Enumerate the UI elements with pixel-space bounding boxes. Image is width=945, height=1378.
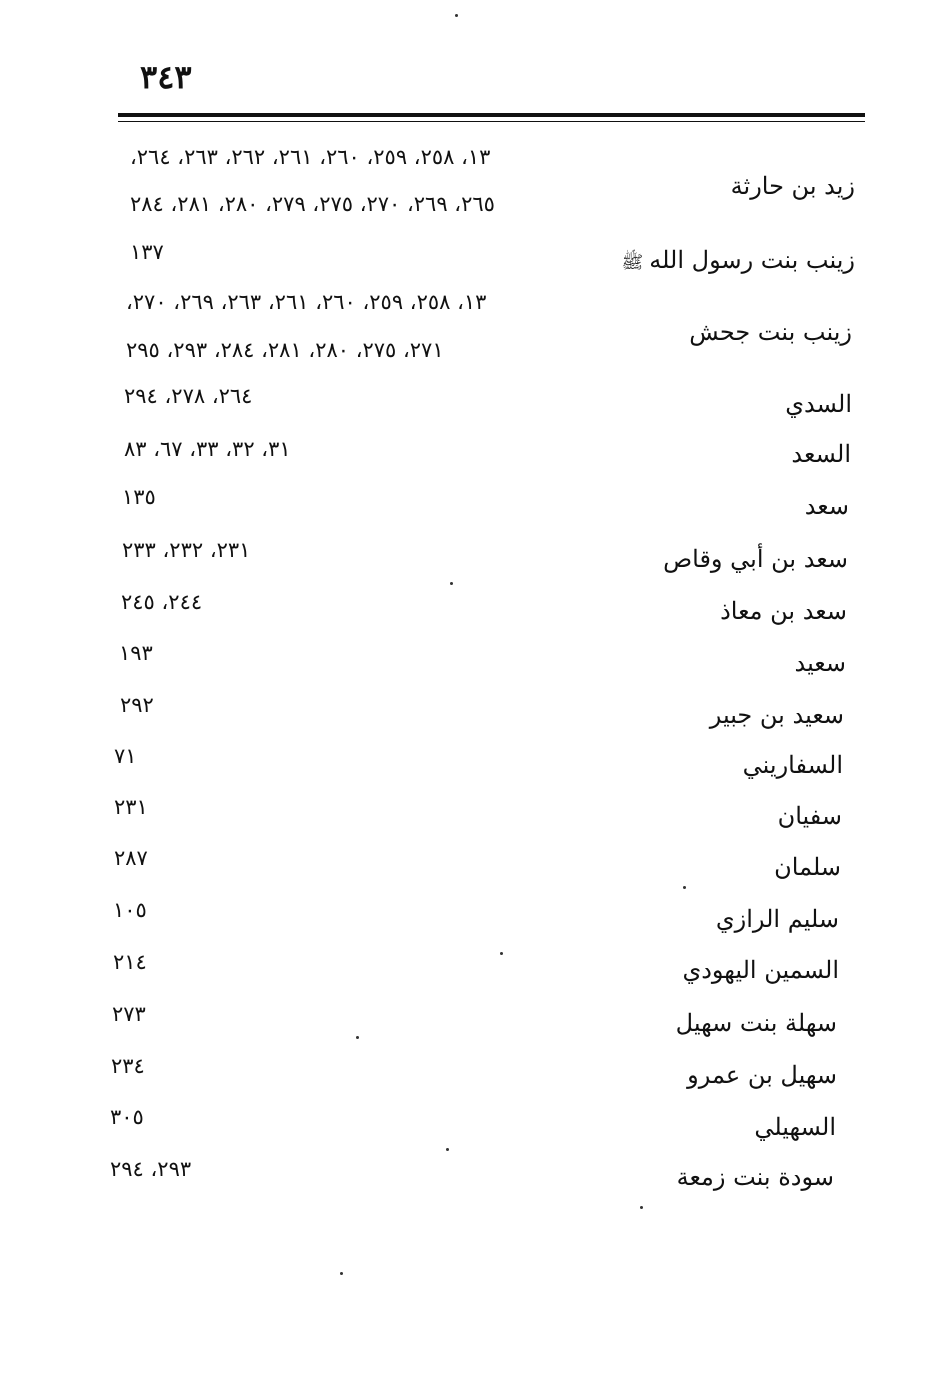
entry-pages: ٢٤٤، ٢٤٥ <box>121 590 203 614</box>
entry-name <box>743 751 843 779</box>
scan-speck <box>500 952 503 955</box>
entry-name <box>754 1113 836 1141</box>
page-number: ٣٤٣ <box>140 58 192 96</box>
entry-name <box>778 802 842 830</box>
entry-name <box>687 1061 837 1089</box>
entry-name-text: سعد <box>804 492 849 520</box>
entry-pages: ٢٩٢ <box>120 693 154 717</box>
entry-name-text: سهيل بن عمرو <box>687 1061 837 1089</box>
entry-name <box>663 545 848 573</box>
entry-name-text: سودة بنت زمعة <box>676 1163 834 1191</box>
entry-pages: ٧١ <box>114 744 137 768</box>
header-rule-thin <box>118 121 865 122</box>
entry-pages: ١٣، ٢٥٨، ٢٥٩، ٢٦٠، ٢٦١، ٢٦٣، ٢٦٩، ٢٧٠، <box>126 290 487 314</box>
entry-pages: ٢٧٣ <box>112 1002 146 1026</box>
entry-name-text: زيد بن حارثة <box>730 172 855 200</box>
entry-name-text: زينب بنت جحش <box>689 318 852 346</box>
entry-name <box>682 956 839 984</box>
entry-name-text: سليم الرازي <box>715 905 839 933</box>
entry-pages: ١٩٣ <box>119 641 153 665</box>
entry-pages: ٣٠٥ <box>110 1105 144 1129</box>
entry-name-text: السفاريني <box>742 751 843 779</box>
scan-speck <box>450 582 453 585</box>
entry-name <box>805 492 849 520</box>
entry-name-text: سلمان <box>774 853 841 881</box>
header-rule-thick <box>118 113 865 117</box>
entry-pages: ٢٦٥، ٢٦٩، ٢٧٠، ٢٧٥، ٢٧٩، ٢٨٠، ٢٨١، ٢٨٤ <box>130 192 495 216</box>
scan-speck <box>683 886 686 889</box>
entry-pages: ٢٩٣، ٢٩٤ <box>110 1157 192 1181</box>
entry-pages: ١٣٧ <box>130 240 164 264</box>
entry-pages: ١٣٥ <box>122 485 156 509</box>
entry-name <box>676 1009 837 1037</box>
entry-name-text: السمين اليهودي <box>682 956 839 984</box>
entry-name <box>677 1163 834 1191</box>
entry-pages: ٢١٤ <box>113 950 147 974</box>
entry-name <box>621 246 855 277</box>
entry-name <box>720 597 847 625</box>
entry-name-text: السدي <box>785 390 852 418</box>
entry-name-text: السهيلي <box>754 1113 836 1141</box>
entry-name-text: سفيان <box>777 802 842 830</box>
entry-name <box>689 318 852 346</box>
honorific-icon: ﷺ <box>621 252 644 273</box>
entry-name <box>785 390 852 418</box>
entry-pages: ١٣، ٢٥٨، ٢٥٩، ٢٦٠، ٢٦١، ٢٦٢، ٢٦٣، ٢٦٤، <box>130 145 491 169</box>
entry-name <box>710 701 844 729</box>
entry-name <box>794 649 846 677</box>
scan-speck <box>446 1148 449 1151</box>
entry-name-text: سعد بن معاذ <box>720 597 847 625</box>
entry-pages: ٢٦٤، ٢٧٨، ٢٩٤ <box>124 384 253 408</box>
entry-pages: ٢٧١، ٢٧٥، ٢٨٠، ٢٨١، ٢٨٤، ٢٩٣، ٢٩٥ <box>126 338 444 362</box>
entry-pages: ٢٣٤ <box>111 1054 145 1078</box>
entry-pages: ٢٣١، ٢٣٢، ٢٣٣ <box>122 538 251 562</box>
entry-name-text: سعد بن أبي وقاص <box>663 545 848 573</box>
entry-name-text: السعد <box>791 440 851 468</box>
scan-speck <box>640 1206 643 1209</box>
entry-pages: ٣١، ٣٢، ٣٣، ٦٧، ٨٣ <box>124 437 291 461</box>
entry-name-text: زينب بنت رسول الله <box>649 246 855 274</box>
entry-name-text: سعيد بن جبير <box>709 701 844 729</box>
scan-speck <box>455 14 458 17</box>
scan-speck <box>340 1272 343 1275</box>
entry-name-text: سعيد <box>794 649 846 677</box>
entry-name <box>791 440 851 468</box>
entry-pages: ٢٨٧ <box>114 846 148 870</box>
entry-pages: ١٠٥ <box>113 898 147 922</box>
entry-name <box>716 905 839 933</box>
entry-name-text: سهلة بنت سهيل <box>675 1009 837 1037</box>
entry-name <box>731 172 855 200</box>
scan-speck <box>356 1036 359 1039</box>
entry-pages: ٢٣١ <box>114 795 148 819</box>
entry-name <box>774 853 841 881</box>
